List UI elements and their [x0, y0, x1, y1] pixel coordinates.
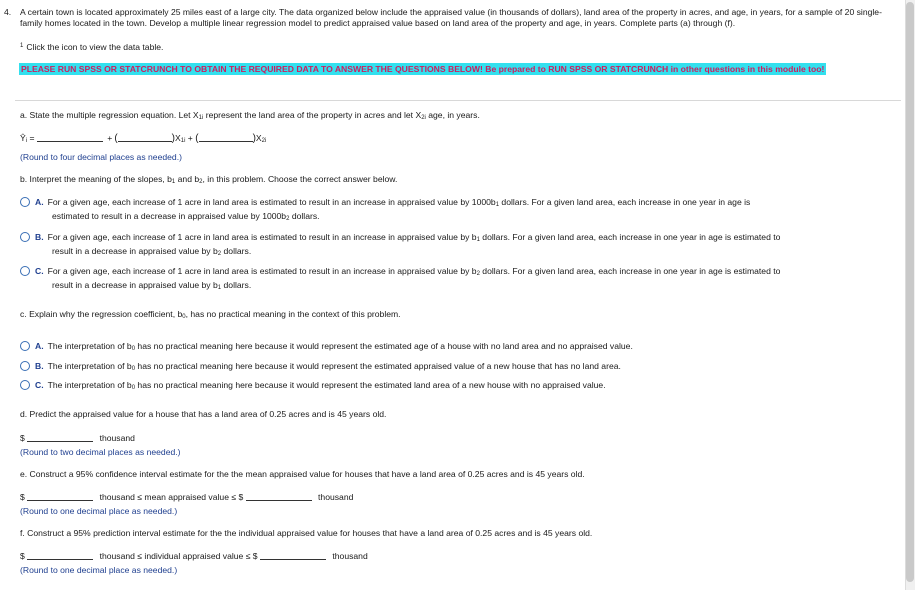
b1-input[interactable] — [118, 133, 172, 142]
question-intro: A certain town is located approximately 25 miles east of a large city. The data organized below include the appraised value (in thousands of dollars), land area of the property in acres, and age, in years, for a sample of 20 single-family homes located in the town. Develop a multiple linear regression model to predict appraised value based on land area of the property and age, in years. Complete parts (a) through (f). — [20, 7, 882, 28]
radio-c-a[interactable] — [20, 341, 30, 351]
x2-sub: 2i — [261, 138, 267, 144]
option-text-b: has no practical meaning here because it would represent the estimated age of a house with no land area and no appraised value. — [135, 341, 633, 351]
option-text-line2: result in a decrease in appraised value by b — [52, 280, 218, 290]
part-c-option-c[interactable] — [20, 380, 606, 391]
predicted-value-input[interactable] — [27, 433, 93, 442]
option-sub: 1 — [495, 202, 500, 208]
option-text-line1b: dollars. For a given land area, each increase in one year in age is — [499, 197, 751, 207]
yhat-symbol: Ŷ — [20, 133, 26, 143]
part-b-prompt-1: b. Interpret the meaning of the slopes, b — [20, 174, 172, 184]
part-a-hint: (Round to four decimal places as needed.) — [20, 152, 182, 162]
pi-lower-input[interactable] — [27, 551, 93, 560]
part-b-option-b-line2 — [52, 246, 251, 257]
option-text-line1: For a given age, each increase of 1 acre in land area is estimated to result in an increase in appraised value by b — [47, 266, 477, 276]
part-e-answer-row — [20, 492, 353, 502]
part-c-prompt — [20, 309, 401, 320]
part-b-option-c[interactable] — [20, 266, 780, 277]
equals-sign: = — [29, 133, 35, 143]
b2-input[interactable] — [199, 133, 253, 142]
part-c-sub: 0 — [182, 314, 186, 320]
part-b-option-a[interactable] — [20, 197, 750, 208]
footnote-marker: 1 — [20, 43, 24, 49]
plus-sign-1: + — [107, 133, 113, 143]
part-d-answer-row — [20, 433, 135, 443]
option-text-line2b: dollars. — [221, 280, 252, 290]
part-f-hint: (Round to one decimal place as needed.) — [20, 565, 178, 575]
unit-label: thousand — [318, 492, 354, 502]
option-sub: 1 — [476, 237, 480, 243]
part-f-answer-row — [20, 551, 368, 561]
part-e-prompt: e. Construct a 95% confidence interval estimate for the the mean appraised value for houses that have a land area of 0.25 acres and is 45 years old. — [20, 469, 585, 479]
part-a-prompt-2: represent the land area of the property in acres and let X — [203, 110, 422, 120]
ci-lower-input[interactable] — [27, 492, 93, 501]
part-a-prompt — [20, 110, 480, 121]
part-b-prompt — [20, 174, 397, 185]
paren-open-2: ( — [195, 133, 199, 144]
option-sub: 2 — [476, 271, 480, 277]
part-b-prompt-2: and b — [175, 174, 200, 184]
part-c-prompt-1: c. Explain why the regression coefficient, b — [20, 309, 183, 319]
option-text-b: has no practical meaning here because it would represent the estimated appraised value of a new house that has no land area. — [135, 361, 621, 371]
dollar-sign: $ — [20, 492, 25, 502]
option-sub: 2 — [286, 216, 290, 222]
data-table-link[interactable] — [20, 42, 163, 52]
option-sub: 1 — [217, 285, 222, 291]
part-b-prompt-3: , in this problem. Choose the correct answer below. — [202, 174, 398, 184]
option-letter: C. — [35, 266, 44, 276]
option-text-line2: result in a decrease in appraised value by b — [52, 246, 218, 256]
part-b-option-b[interactable] — [20, 232, 780, 243]
part-b-sub-1: 1 — [171, 179, 176, 185]
option-sub: 2 — [217, 251, 222, 257]
data-table-link-text[interactable]: Click the icon to view the data table. — [26, 42, 164, 52]
option-text-line2b: dollars. — [221, 246, 252, 256]
pi-middle-text: thousand ≤ individual appraised value ≤ $ — [99, 551, 258, 561]
part-c-option-b[interactable] — [20, 361, 621, 372]
option-sub: 0 — [131, 346, 136, 352]
option-text-a: The interpretation of b — [47, 361, 132, 371]
plus-sign-2: + — [187, 133, 193, 143]
option-text-line1: For a given age, each increase of 1 acre in land area is estimated to result in an increase in appraised value by 1000b — [47, 197, 496, 207]
radio-b-b[interactable] — [20, 232, 30, 242]
x1-sub: 1i — [180, 138, 186, 144]
question-number: 4. — [4, 7, 12, 17]
scrollbar-thumb[interactable] — [906, 2, 914, 582]
option-text-a: The interpretation of b — [47, 380, 132, 390]
regression-equation — [20, 133, 266, 144]
option-text-b: has no practical meaning here because it would represent the estimated land area of a new house with no appraised value. — [135, 380, 606, 390]
dollar-sign: $ — [20, 551, 25, 561]
option-text-line1b: dollars. For a given land area, each increase in one year in age is estimated to — [479, 232, 781, 242]
pi-upper-input[interactable] — [260, 551, 326, 560]
option-sub: 0 — [131, 385, 136, 391]
vertical-scrollbar[interactable] — [905, 0, 915, 590]
paren-close-2: ) — [252, 133, 256, 144]
part-b-sub-2: 2 — [199, 179, 203, 185]
paren-close-1: ) — [171, 133, 175, 144]
radio-c-c[interactable] — [20, 380, 30, 390]
part-d-hint: (Round to two decimal places as needed.) — [20, 447, 181, 457]
option-letter: A. — [35, 341, 44, 351]
instruction-banner-text: PLEASE RUN SPSS OR STATCRUNCH TO OBTAIN THE REQUIRED DATA TO ANSWER THE QUESTIONS BELOW! Be prepared to RUN SPSS OR STATCRUNCH in other questions in this module too! — [21, 64, 825, 74]
option-text-line2: estimated to result in a decrease in appraised value by 1000b — [52, 211, 287, 221]
x1-label: X — [175, 133, 181, 143]
option-letter: A. — [35, 197, 44, 207]
radio-b-a[interactable] — [20, 197, 30, 207]
option-sub: 0 — [131, 366, 136, 372]
option-text-a: The interpretation of b — [47, 341, 132, 351]
part-a-sub-1: 1i — [198, 115, 204, 121]
divider — [15, 100, 901, 101]
paren-open-1: ( — [114, 133, 118, 144]
part-d-prompt: d. Predict the appraised value for a house that has a land area of 0.25 acres and is 45 years old. — [20, 409, 387, 419]
ci-upper-input[interactable] — [246, 492, 312, 501]
ci-middle-text: thousand ≤ mean appraised value ≤ $ — [99, 492, 244, 502]
part-a-sub-2: 2i — [421, 115, 426, 121]
part-a-prompt-1: a. State the multiple regression equation. Let X — [20, 110, 199, 120]
part-a-prompt-3: age, in years. — [425, 110, 480, 120]
option-letter: C. — [35, 380, 44, 390]
part-c-option-a[interactable] — [20, 341, 633, 352]
unit-label: thousand — [332, 551, 368, 561]
option-text-line2b: dollars. — [289, 211, 320, 221]
option-text-line1: For a given age, each increase of 1 acre in land area is estimated to result in an increase in appraised value by b — [47, 232, 477, 242]
dollar-sign: $ — [20, 433, 25, 443]
radio-c-b[interactable] — [20, 361, 30, 371]
unit-label: thousand — [99, 433, 135, 443]
part-b-option-a-line2 — [52, 211, 320, 222]
part-b-option-c-line2 — [52, 280, 251, 291]
instruction-banner — [19, 63, 883, 75]
option-letter: B. — [35, 232, 44, 242]
x2-label: X — [255, 133, 262, 143]
part-f-prompt: f. Construct a 95% prediction interval estimate for the the individual appraised value for houses that have a land area of 0.25 acres and is 45 years old. — [20, 528, 593, 538]
part-c-prompt-2: , has no practical meaning in the context of this problem. — [185, 309, 401, 319]
option-text-line1b: dollars. For a given land area, each increase in one year in age is estimated to — [479, 266, 781, 276]
yhat-sub: i — [25, 138, 28, 144]
part-e-hint: (Round to one decimal place as needed.) — [20, 506, 178, 516]
option-letter: B. — [35, 361, 44, 371]
intercept-input[interactable] — [37, 133, 103, 142]
radio-b-c[interactable] — [20, 266, 30, 276]
